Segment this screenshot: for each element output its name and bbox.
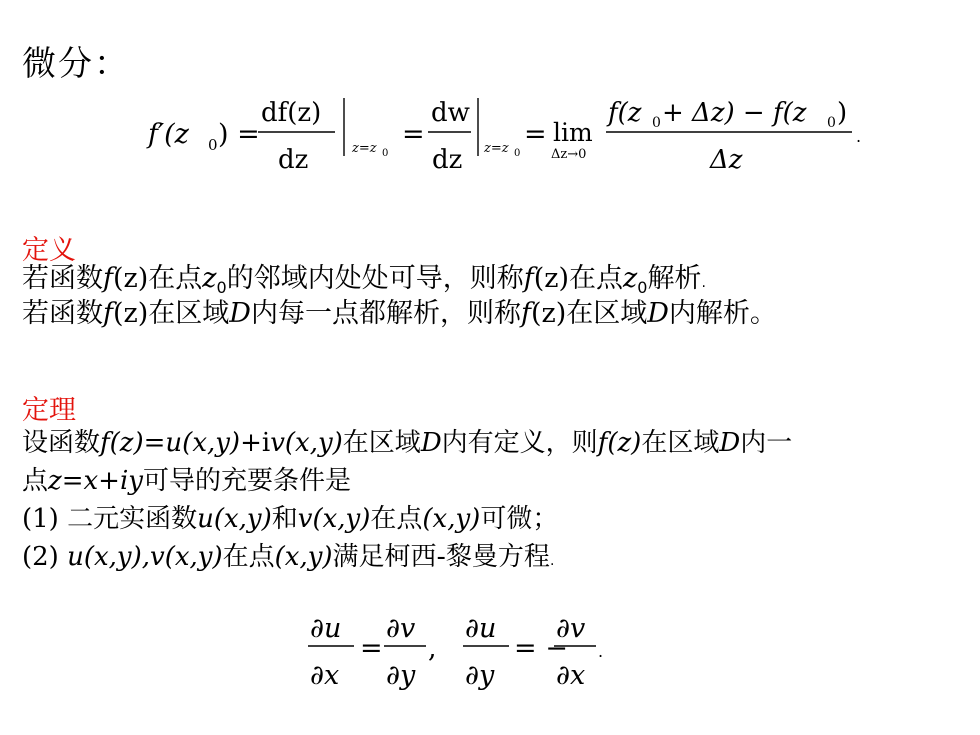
eval2: z=z xyxy=(484,141,509,156)
eq2: = xyxy=(524,119,547,150)
period-2: . xyxy=(598,642,604,661)
frac3-den: Δz xyxy=(710,145,743,175)
frac2-num: dw xyxy=(431,98,470,128)
derivative-formula xyxy=(140,92,880,182)
theorem-line-2: 点z=x+iy可导的充要条件是 xyxy=(22,466,351,496)
eval1-sub: 0 xyxy=(382,148,389,159)
lim: lim xyxy=(553,118,593,147)
a-den: ∂x xyxy=(310,660,340,691)
lhs-sub: 0 xyxy=(208,136,218,154)
theorem-condition-1: (1) 二元实函数u(x,y)和v(x,y)在点(x,y)可微； xyxy=(22,504,559,534)
comma: , xyxy=(428,633,437,664)
lhs: f′(z xyxy=(148,119,189,150)
page-title: 微分： xyxy=(22,44,130,84)
theorem-line-1: 设函数f(z)=u(x,y)+iv(x,y)在区域D内有定义，则f(z)在区域D内一 xyxy=(22,428,793,458)
definition-line-2: 若函数f(z)在区域D内每一点都解析，则称f(z)在区域D内解析。 xyxy=(22,298,777,329)
c-den: ∂y xyxy=(465,660,495,691)
cauchy-riemann-formula xyxy=(300,604,620,692)
theorem-heading: 定理 xyxy=(22,395,76,426)
frac1-den: dz xyxy=(278,145,309,175)
eval2-sub: 0 xyxy=(514,148,521,159)
eq-1: = xyxy=(360,633,383,664)
c-num: ∂u xyxy=(465,613,497,644)
frac3-num-b: + Δz) − f(z xyxy=(662,98,807,128)
d-den: ∂x xyxy=(556,660,586,691)
b-den: ∂y xyxy=(386,660,416,691)
d-num: ∂v xyxy=(556,613,586,644)
eq1: = xyxy=(402,119,425,150)
definition-line-1: 若函数f(z)在点$z_0$的邻域内处处可导，则称f(z)在点$z_0$解析. xyxy=(22,263,706,297)
lhs-close: ) = xyxy=(218,119,260,150)
period: . xyxy=(856,127,862,146)
frac3-num-a: f(z xyxy=(608,98,642,128)
theorem-condition-2: (2) u(x,y),v(x,y)在点(x,y)满足柯西-黎曼方程. xyxy=(22,542,555,572)
definition-heading: 定义 xyxy=(22,235,76,266)
frac3-num-sub2: 0 xyxy=(827,115,836,131)
frac1-num: df(z) xyxy=(261,98,322,128)
eval1: z=z xyxy=(352,141,377,156)
frac3-num-c: ) xyxy=(837,98,848,128)
frac2-den: dz xyxy=(432,145,463,175)
eq-2: = − xyxy=(514,633,568,664)
frac3-num-sub1: 0 xyxy=(652,115,661,131)
a-num: ∂u xyxy=(310,613,342,644)
b-num: ∂v xyxy=(386,613,416,644)
lim-sub: Δz→0 xyxy=(551,147,587,162)
